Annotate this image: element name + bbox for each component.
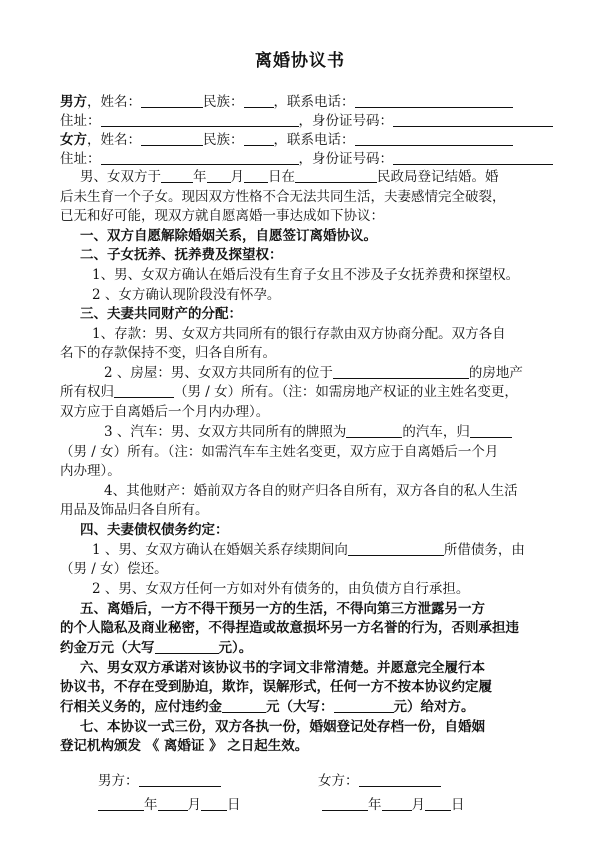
male-day-blank[interactable]: [201, 796, 227, 811]
party-b-label: 女方: [60, 132, 87, 148]
debt-line-2: （男 / 女）偿还。: [60, 561, 168, 577]
female-year-blank[interactable]: [322, 796, 368, 811]
penalty-amount-blank[interactable]: [155, 639, 219, 654]
house-location-blank[interactable]: [333, 364, 469, 379]
creditor-blank[interactable]: [348, 541, 444, 556]
male-sign-date: 年 月 日: [98, 795, 241, 815]
female-month-blank[interactable]: [382, 796, 412, 811]
female-sign-date: 年 月 日: [322, 795, 465, 815]
house-line-2: 所有权归 （男 / 女）所有。（注：如需房地产权证的业主姓名变更，: [60, 384, 518, 400]
house-line-3: 双方应于自离婚后一个月内办理）。: [60, 404, 270, 420]
bureau-blank[interactable]: [295, 168, 377, 183]
intro-line-2: 后未生育一个子女。现因双方性格不合无法共同生活，夫妻感情完全破裂，: [60, 189, 506, 205]
section-3-heading: 三、夫妻共同财产的分配：: [80, 306, 242, 322]
section-6-line-1: 六、男女双方承诺对该协议书的字词文非常清楚。并愿意完全履行本: [80, 660, 485, 676]
section-2-heading: 二、子女抚养、抚养费及探望权：: [80, 247, 283, 263]
house-line-1: 2 、房屋：男、女双方共同所有的位于 的房地产: [104, 365, 523, 381]
section-4-heading: 四、夫妻债权债务约定：: [80, 522, 229, 538]
female-signature: 女方：: [318, 771, 441, 791]
breach-penalty-blank[interactable]: [222, 698, 266, 713]
debt-line-3: 2 、男、女双方任何一方如对外有债务的，由负债方自行承担。: [92, 581, 470, 597]
section-5-line-1: 五、离婚后，一方不得干预另一方的生活，不得向第三方泄露另一方: [80, 601, 485, 617]
party-b-phone-blank[interactable]: [355, 131, 513, 146]
intro-line-1: 男、女双方于 年 月 日在 民政局登记结婚。婚: [80, 169, 499, 185]
house-owner-blank[interactable]: [114, 383, 174, 398]
marriage-year-blank[interactable]: [161, 168, 193, 183]
other-property-line-2: 用品及饰品归各自所有。: [60, 502, 209, 518]
section-5-line-3: 约金万元（大写 元）。: [60, 640, 253, 656]
car-line-1: 3 、汽车：男、女双方共同所有的牌照为 的汽车，归: [104, 422, 512, 442]
party-b-ethnicity-blank[interactable]: [244, 131, 274, 146]
party-b-id-blank[interactable]: [393, 150, 553, 165]
section-6-line-2: 协议书，不存在受到胁迫，欺诈，误解形式，任何一方不按本协议约定履: [60, 679, 492, 695]
debt-line-1: 1 、男、女双方确认在婚姻关系存续期间向 所借债务，由: [92, 542, 525, 558]
party-a-line-1: 男方，姓名： 民族： ，联系电话：: [60, 92, 513, 112]
party-b-name-blank[interactable]: [141, 131, 203, 146]
car-owner-blank[interactable]: [470, 423, 512, 438]
party-a-name-blank[interactable]: [141, 93, 203, 108]
section-2-item-1: 1、男、女双方确认在婚后没有生育子女且不涉及子女抚养费和探望权。: [92, 267, 520, 283]
car-plate-blank[interactable]: [346, 423, 402, 438]
deposit-line-2: 名下的存款保持不变，归各自所有。: [60, 345, 276, 361]
male-signature: 男方：: [98, 771, 221, 791]
male-year-blank[interactable]: [98, 796, 144, 811]
party-a-line-2: 住址： ，身份证号码：: [60, 111, 553, 131]
section-2-item-2: 2 、女方确认现阶段没有怀孕。: [92, 287, 281, 303]
marriage-day-blank[interactable]: [244, 168, 268, 183]
intro-line-3: 已无和好可能，现双方就自愿离婚一事达成如下协议：: [60, 208, 384, 224]
breach-penalty-words-blank[interactable]: [334, 698, 394, 713]
other-property-line-1: 4、其他财产：婚前双方各自的财产归各自所有，双方各自的私人生活: [104, 483, 518, 499]
section-1: 一、双方自愿解除婚姻关系，自愿签订离婚协议。: [80, 228, 377, 244]
car-line-2: （男 / 女）所有。（注：如需汽车车主姓名变更，双方应于自离婚后一个月: [60, 444, 499, 460]
party-a-label: 男方: [60, 94, 87, 110]
deposit-line-1: 1、存款：男、女双方共同所有的银行存款由双方协商分配。双方各自: [92, 326, 506, 342]
party-b-address-blank[interactable]: [101, 150, 299, 165]
male-signature-blank[interactable]: [139, 772, 221, 787]
section-5-line-2: 的个人隐私及商业秘密，不得捏造或故意损坏另一方名誉的行为，否则承担违: [60, 620, 519, 636]
party-b-line-2: 住址： ，身份证号码：: [60, 149, 553, 169]
male-month-blank[interactable]: [158, 796, 188, 811]
section-7-line-1: 七、本协议一式三份，双方各执一份，婚姻登记处存档一份，自婚姻: [80, 719, 485, 735]
female-signature-blank[interactable]: [359, 772, 441, 787]
document-title: 离婚协议书: [255, 51, 345, 71]
section-7-line-2: 登记机构颁发 《 离婚证 》 之日起生效。: [60, 738, 309, 754]
female-day-blank[interactable]: [425, 796, 451, 811]
marriage-month-blank[interactable]: [207, 168, 231, 183]
car-line-3: 内办理）。: [60, 463, 121, 479]
section-6-line-3: 行相关义务的，应付违约金 元（大写： 元）给对方。: [60, 699, 475, 715]
party-a-phone-blank[interactable]: [355, 93, 513, 108]
party-a-ethnicity-blank[interactable]: [244, 93, 274, 108]
party-b-line-1: 女方，姓名： 民族： ，联系电话：: [60, 130, 513, 150]
party-a-address-blank[interactable]: [101, 112, 299, 127]
party-a-id-blank[interactable]: [393, 112, 553, 127]
